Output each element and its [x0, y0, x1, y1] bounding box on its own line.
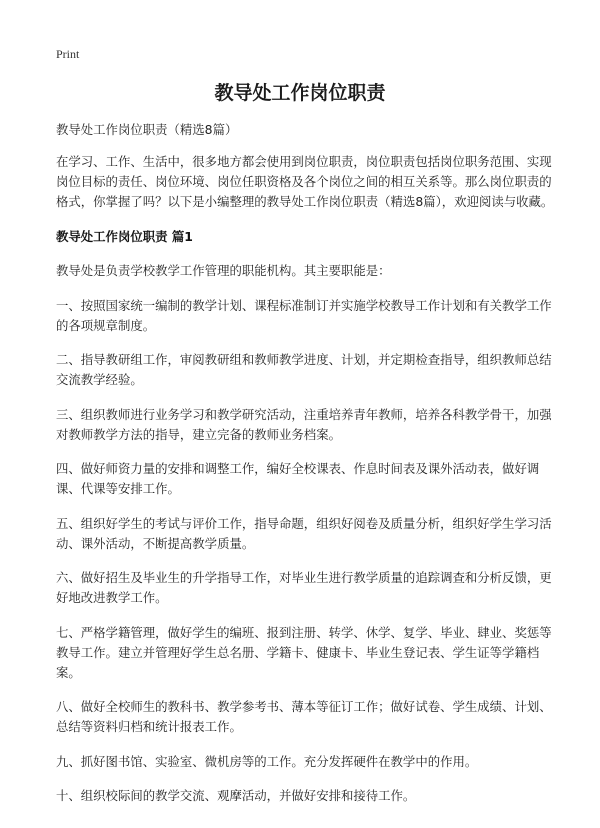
section-heading: 教导处工作岗位职责 篇1: [56, 228, 193, 244]
duty-item-9: 九、抓好图书馆、实验室、微机房等的工作。充分发挥硬件在教学中的作用。: [56, 753, 478, 769]
section-lead: 教导处是负责学校教学工作管理的职能机构。其主要职能是：: [56, 263, 391, 278]
duty-item-2: 二、指导教研组工作，审阅教研组和教师教学进度、计划，并定期检查指导，组织教师总结交流教学经验。: [56, 352, 552, 387]
article-subtitle: 教导处工作岗位职责（精选8篇）: [56, 122, 238, 137]
duty-item-8: 八、做好全校师生的教科书、教学参考书、薄本等征订工作；做好试卷、学生成绩、计划、总结等资料归档和统计报表工作。: [56, 699, 552, 734]
duty-item-5: 五、组织好学生的考试与评价工作，指导命题，组织好阅卷及质量分析，组织好学生学习活动、课外活动，不断提高教学质量。: [56, 515, 552, 551]
duty-item-6: 六、做好招生及毕业生的升学指导工作，对毕业生进行教学质量的追踪调查和分析反馈，更好地改进教学工作。: [56, 570, 552, 605]
page-title: 教导处工作岗位职责: [214, 82, 386, 104]
intro-paragraph: 在学习、工作、生活中，很多地方都会使用到岗位职责，岗位职责包括岗位职务范围、实现岗位目标的责任、岗位环境、岗位任职资格及各个岗位之间的相互关系等。那么岗位职责的格式，你掌握了吗？以下是小编整理的教导处工作岗位职责（精选8篇），欢迎阅读与收藏。: [56, 154, 554, 209]
print-link[interactable]: Print: [56, 47, 80, 61]
duty-item-3: 三、组织教师进行业务学习和教学研究活动，注重培养青年教师，培养各科教学骨干，加强对教师教学方法的指导，建立完备的教师业务档案。: [56, 406, 552, 442]
duty-item-7: 七、严格学籍管理，做好学生的编班、报到注册、转学、休学、复学、毕业、肆业、奖惩等教导工作。建立并管理好学生总名册、学籍卡、健康卡、毕业生登记表、学生证等学籍档案。: [56, 624, 552, 680]
duty-item-10: 十、组织校际间的教学交流、观摩活动，并做好安排和接待工作。: [56, 788, 416, 803]
article-body: [56, 120, 556, 821]
duty-item-4: 四、做好师资力量的安排和调整工作，编好全校课表、作息时间表及课外活动表，做好调课、代课等安排工作。: [56, 461, 540, 496]
duty-item-1: 一、按照国家统一编制的教学计划、课程标准制订并实施学校教导工作计划和有关教学工作的各项规章制度。: [56, 297, 552, 333]
